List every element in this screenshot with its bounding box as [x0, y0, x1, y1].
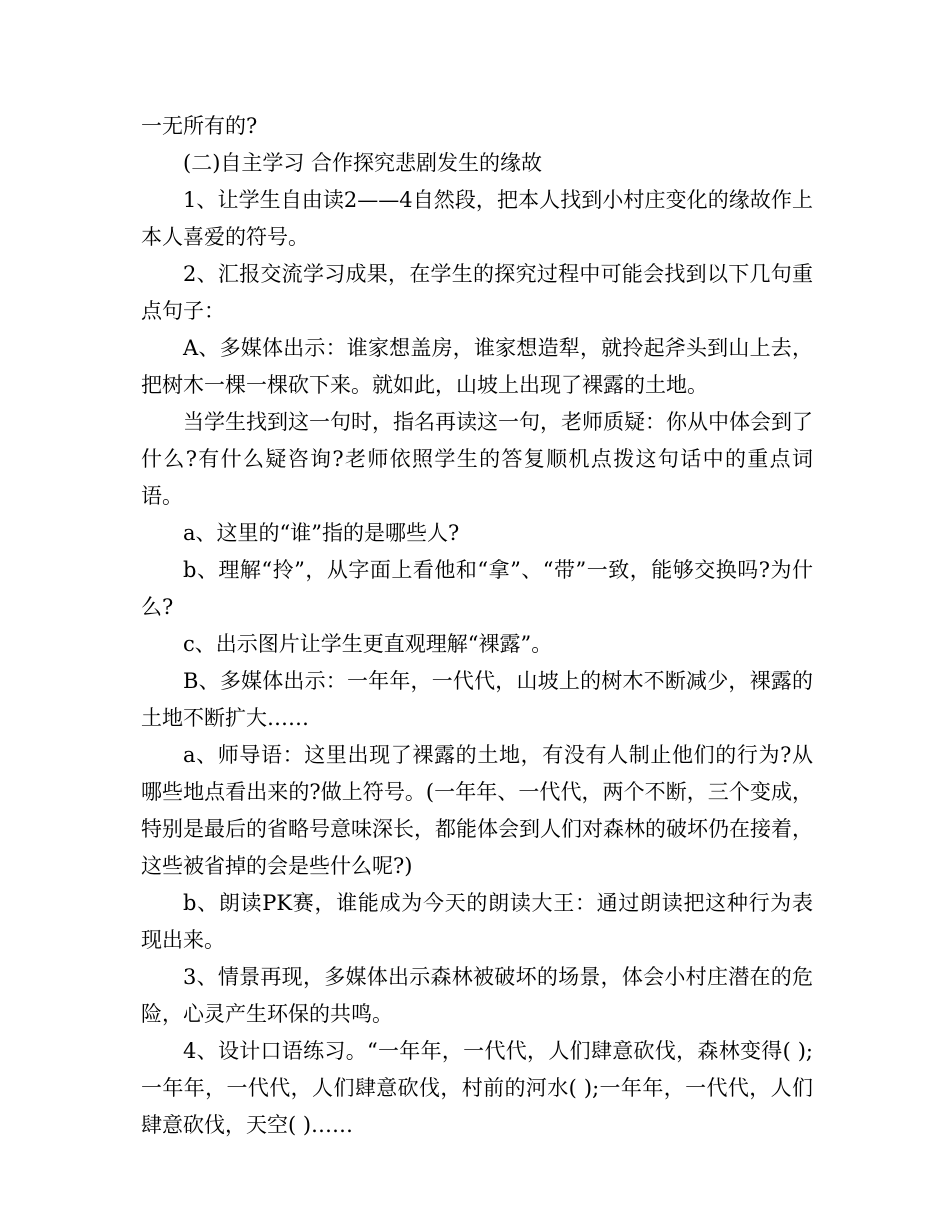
paragraph: a、师导语：这里出现了裸露的土地，有没有人制止他们的行为?从哪些地点看出来的?做上符号。(一年年、一代代，两个不断，三个变成，特别是最后的省略号意味深长，都能体会到人们对森林的破坏仍在接着，这些被省掉的会是些什么呢?) [141, 743, 813, 878]
paragraph: 一无所有的? [141, 114, 258, 138]
section-heading: (二)自主学习 合作探究悲剧发生的缘故 [183, 151, 543, 175]
document-body [141, 108, 813, 1144]
paragraph: 1、让学生自由读2——4自然段，把本人找到小村庄变化的缘故作上本人喜爱的符号。 [141, 188, 813, 249]
paragraph: B、多媒体出示：一年年，一代代，山坡上的树木不断减少，裸露的土地不断扩大…… [141, 669, 813, 730]
paragraph: a、这里的“谁”指的是哪些人? [183, 521, 460, 545]
paragraph: 2、汇报交流学习成果，在学生的探究过程中可能会找到以下几句重点句子： [141, 262, 813, 323]
paragraph: 3、情景再现，多媒体出示森林被破坏的场景，体会小村庄潜在的危险，心灵产生环保的共鸣。 [141, 965, 813, 1026]
paragraph: b、朗读PK赛，谁能成为今天的朗读大王：通过朗读把这种行为表现出来。 [141, 891, 813, 952]
paragraph: b、理解“拎”，从字面上看他和“拿”、“带”一致，能够交换吗?为什么? [141, 558, 813, 619]
paragraph: 当学生找到这一句时，指名再读这一句，老师质疑：你从中体会到了什么?有什么疑咨询?老师依照学生的答复顺机点拨这句话中的重点词语。 [141, 410, 813, 508]
paragraph: c、出示图片让学生更直观理解“裸露”。 [183, 632, 553, 656]
paragraph: 4、设计口语练习。“一年年，一代代，人们肆意砍伐，森林变得( );一年年，一代代，人们肆意砍伐，村前的河水( );一年年，一代代，人们肆意砍伐，天空( )…… [141, 1039, 813, 1137]
paragraph: A、多媒体出示：谁家想盖房，谁家想造犁，就拎起斧头到山上去，把树木一棵一棵砍下来。就如此，山坡上出现了裸露的土地。 [141, 336, 813, 397]
